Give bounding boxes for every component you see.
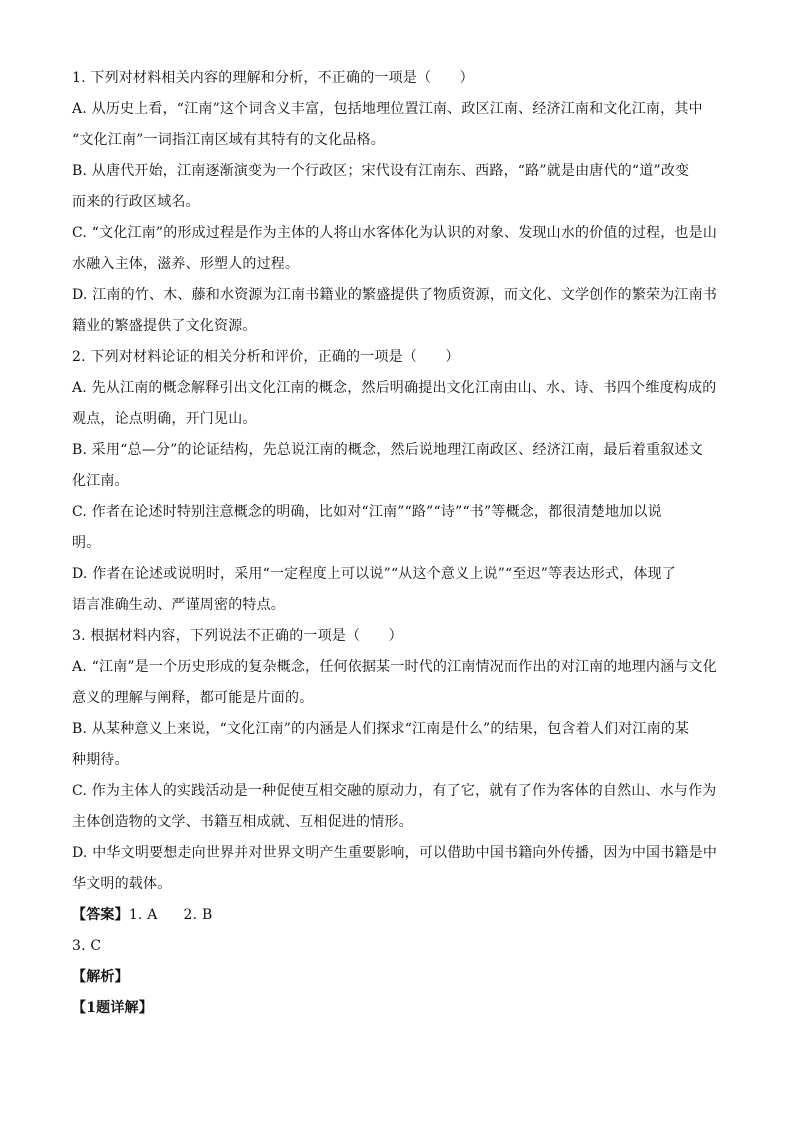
option-b-line-1: B. 从某种意义上来说，“文化江南”的内涵是人们探求“江南是什么”的结果，包含着人们对江南的某 (72, 721, 690, 737)
option-d-line-2: 籍业的繁盛提供了文化资源。 (72, 318, 257, 334)
analysis-detail-heading: 【1题详解】 (72, 1000, 153, 1016)
question-3 (72, 621, 722, 900)
question-2 (72, 342, 722, 621)
option-b-line-1: B. 从唐代开始，江南逐渐演变为一个行政区；宋代设有江南东、西路，“路”就是由唐代的“道”改变 (72, 163, 690, 179)
answer-row (72, 900, 722, 931)
option-a-line-2: “文化江南”一词指江南区域有其特有的文化品格。 (72, 132, 385, 148)
analysis-label: 【解析】 (72, 969, 129, 985)
document-page (72, 63, 722, 1024)
option-b-line-2: 而来的行政区域名。 (72, 194, 200, 210)
option-b-line-2: 种期待。 (72, 752, 129, 768)
option-c-line-1: C. 作为主体人的实践活动是一种促使互相交融的原动力，有了它，就有了作为客体的自然山、水与作为 (72, 783, 717, 799)
option-c-line-2: 主体创造物的文学、书籍互相成就、互相促进的情形。 (72, 814, 413, 830)
option-c-line-1: C. “文化江南”的形成过程是作为主体的人将山水客体化为认识的对象、发现山水的价值的过程，也是山 (72, 225, 718, 241)
option-a-line-2: 观点，论点明确，开门见山。 (72, 411, 257, 427)
option-c-line-2: 水融入主体，滋养、形塑人的过程。 (72, 256, 300, 272)
question-stem: 2. 下列对材料论证的相关分析和评价，正确的一项是（ ） (72, 349, 460, 365)
answer-label: 【答案】 (72, 907, 129, 923)
question-stem: 1. 下列对材料相关内容的理解和分析，不正确的一项是（ ） (72, 70, 474, 86)
option-a-line-1: A. 先从江南的概念解释引出文化江南的概念，然后明确提出文化江南由山、水、诗、书四个维度构成的 (72, 380, 717, 396)
option-a-line-1: A. “江南”是一个历史形成的复杂概念，任何依据某一时代的江南情况而作出的对江南的地理内涵与文化 (72, 659, 717, 675)
option-c-line-2: 明。 (72, 535, 101, 551)
answer-1: 1. A (128, 907, 158, 923)
option-c-line-1: C. 作者在论述时特别注意概念的明确，比如对“江南”“路”“诗”“书”等概念，都很清楚地加以说 (72, 504, 662, 520)
option-a-line-2: 意义的理解与阐释，都可能是片面的。 (72, 690, 314, 706)
question-stem: 3. 根据材料内容，下列说法不正确的一项是（ ） (72, 628, 403, 644)
option-b-line-2: 化江南。 (72, 473, 129, 489)
option-d-line-2: 语言准确生动、严谨周密的特点。 (72, 597, 285, 613)
answer-3: 3. C (72, 938, 102, 954)
option-d-line-1: D. 作者在论述或说明时，采用“一定程度上可以说”“从这个意义上说”“至迟”等表达形式，体现了 (72, 566, 676, 582)
option-d-line-1: D. 江南的竹、木、藤和水资源为江南书籍业的繁盛提供了物质资源，而文化、文学创作的繁荣为江南书 (72, 287, 718, 303)
option-a-line-1: A. 从历史上看，“江南”这个词含义丰富，包括地理位置江南、政区江南、经济江南和文化江南，其中 (72, 101, 703, 117)
answer-2: 2. B (183, 907, 213, 923)
option-d-line-1: D. 中华文明要想走向世界并对世界文明产生重要影响，可以借助中国书籍向外传播，因为中国书籍是中 (72, 845, 718, 861)
option-d-line-2: 华文明的载体。 (72, 876, 172, 892)
question-1 (72, 63, 722, 342)
option-b-line-1: B. 采用“总—分”的论证结构，先总说江南的概念，然后说地理江南政区、经济江南，最后着重叙述文 (72, 442, 703, 458)
